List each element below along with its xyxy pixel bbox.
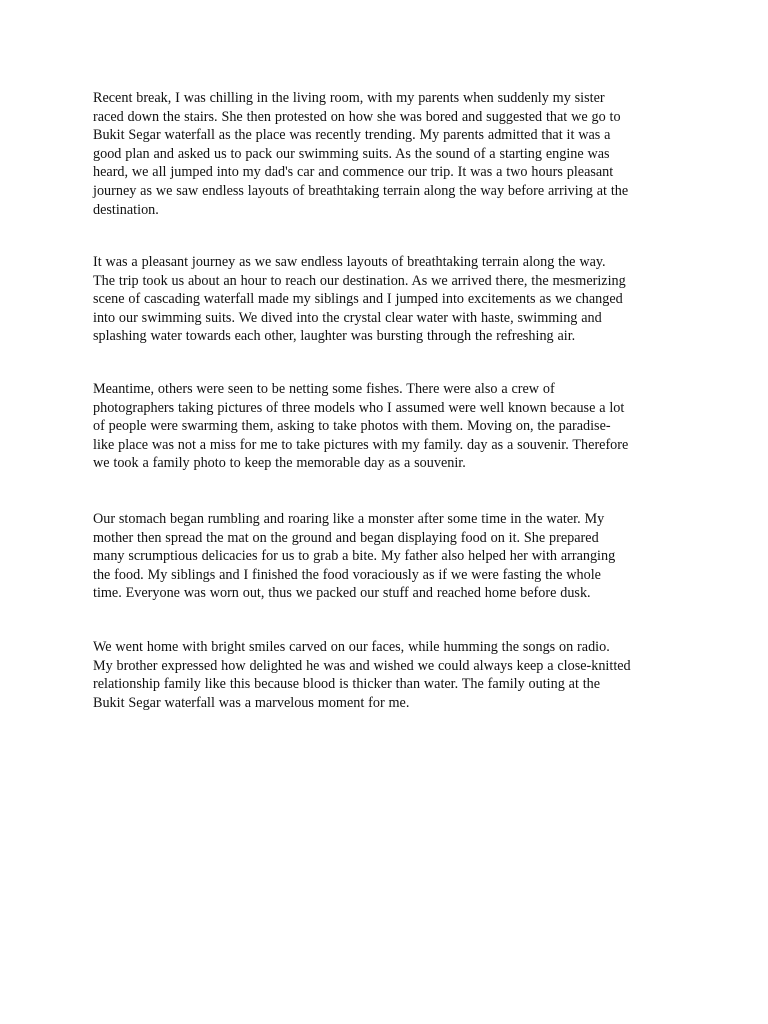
paragraph-5: We went home with bright smiles carved on our faces, while humming the songs on radio. My brother expressed how delighted he was and wished we could always keep a close-knitted relationship family like this because blood is thicker than water. The family outing at the Bukit Segar waterfall was a marvelous moment for me. [93, 639, 631, 711]
paragraph-1: Recent break, I was chilling in the living room, with my parents when suddenly my sister raced down the stairs. She then protested on how she was bored and suggested that we go to Bukit Segar waterfall as the place was recently trending. My parents admitted that it was a good plan and asked us to pack our swimming suits. As the sound of a starting engine was heard, we all jumped into my dad's car and commence our trip. It was a two hours pleasant journey as we saw endless layouts of breathtaking terrain along the way before arriving at the destination. [93, 90, 629, 218]
paragraph-2: It was a pleasant journey as we saw endless layouts of breathtaking terrain along the way. The trip took us about an hour to reach our destination. As we arrived there, the mesmerizing scene of cascading waterfall made my siblings and I jumped into excitements as we changed into our swimming suits. We dived into the crystal clear water with haste, swimming and splashing water towards each other, laughter was bursting through the refreshing air. [93, 254, 626, 345]
paragraph-4: Our stomach began rumbling and roaring like a monster after some time in the water. My mother then spread the mat on the ground and began displaying food on it. She prepared many scrumptious delicacies for us to grab a bite. My father also helped her with arranging the food. My siblings and I finished the food voraciously as if we were fasting the whole time. Everyone was worn out, thus we packed our stuff and reached home before dusk. [93, 511, 616, 602]
paragraph-3: Meantime, others were seen to be netting some fishes. There were also a crew of photographers taking pictures of three models who I assumed were well known because a lot of people were swarming them, asking to take photos with them. Moving on, the paradise- like place was not a miss for me to take pictures with my family. day as a souvenir. Therefore we took a family photo to keep the memorable day as a souvenir. [93, 381, 629, 472]
